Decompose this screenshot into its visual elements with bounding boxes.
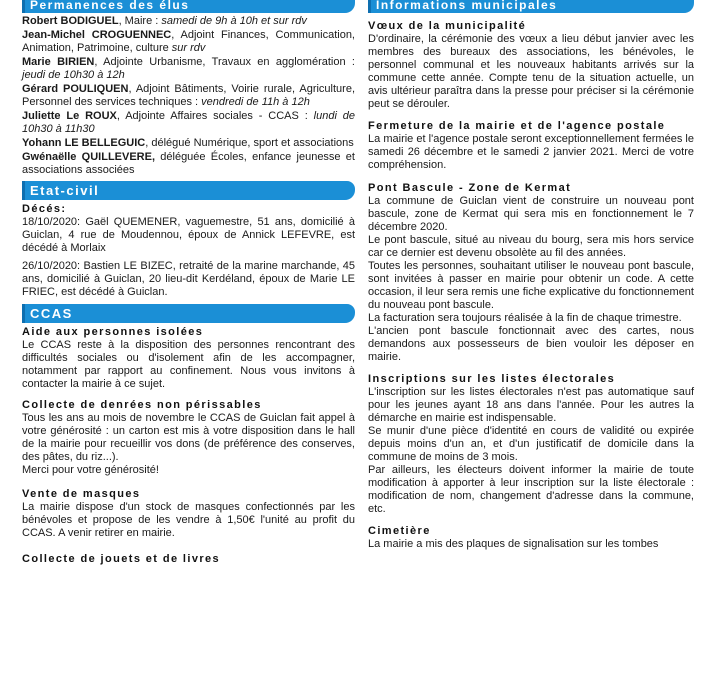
ccas-text: Tous les ans au mois de novembre le CCAS de Guiclan fait appel à votre générosité : un carton est mis à votre disposition dans le hall de la mairie pour recueillir vos dons (de préférence des conserves, des pâtes, du riz...). [22, 412, 355, 463]
elu-name: Gwénaëlle QUILLEVERE, [22, 151, 156, 163]
info-text: Par ailleurs, les électeurs doivent informer la mairie de toute modification à apporter à leur inscription sur la liste électorale : modification de nom, changement d'adresse dans la commune, etc. [368, 464, 694, 515]
section-header-elus: Permanences des élus [22, 0, 355, 13]
elu-name: Yohann LE BELLEGUIC [22, 137, 146, 149]
ccas-subtitle: Aide aux personnes isolées [22, 326, 204, 338]
info-text: D'ordinaire, la cérémonie des vœux a lieu début janvier avec les membres des bureaux des associations, les bénévoles, le personnel communal et les nouveaux habitants arrivés sur la commune cette année. Compte tenu de la situation actuelle, un avis ultérieur paraîtra dans la presse pour préciser si la cérémonie peut se dérouler. [368, 33, 694, 110]
elu-entry: Gérard POULIQUEN, Adjoint Bâtiments, Voirie rurale, Agriculture, Personnel des services techniques : vendredi de 11h à 12h [22, 83, 355, 108]
deces-entry: 26/10/2020: Bastien LE BIZEC, retraité de la marine marchande, 45 ans, domicilié à Guiclan, 20 lieu-dit Kerdéland, époux de Marie LE FRIEC, est décédé à Guiclan. [22, 260, 355, 298]
ccas-text: Merci pour votre générosité! [22, 464, 159, 476]
section-header-etat-civil: Etat-civil [22, 181, 355, 200]
elu-entry: Yohann LE BELLEGUIC, délégué Numérique, sport et associations [22, 137, 354, 149]
deces-entry: 18/10/2020: Gaël QUEMENER, vaguemestre, 51 ans, domicilié à Guiclan, 4 rue de Moudennou, époux de Annick LEFEVRE, est décédé à Morlaix [22, 216, 355, 254]
elu-name: Jean-Michel CROGUENNEC [22, 29, 172, 41]
info-subtitle: Pont Bascule - Zone de Kermat [368, 182, 572, 194]
info-text: L'inscription sur les listes électorales n'est pas automatique sauf pour les jeunes ayant 18 ans dans l'année. Pour les autres la démarche en mairie est indispensable. [368, 386, 694, 424]
left-column [22, 0, 355, 566]
info-subtitle: Fermeture de la mairie et de l'agence postale [368, 120, 666, 132]
info-subtitle: Vœux de la municipalité [368, 20, 527, 32]
info-text: Se munir d'une pièce d'identité en cours de validité ou expirée depuis moins d'un an, et d'un justificatif de domicile dans la commune de moins de 3 mois. [368, 425, 694, 463]
info-text: La mairie et l'agence postale seront exceptionnellement fermées le samedi 26 décembre et le samedi 2 janvier 2021. Merci de votre compréhension. [368, 133, 694, 171]
ccas-subtitle: Vente de masques [22, 488, 141, 500]
elu-entry: Marie BIRIEN, Adjointe Urbanisme, Travaux en agglomération : jeudi de 10h30 à 12h [22, 56, 355, 81]
info-text: La mairie a mis des plaques de signalisation sur les tombes [368, 538, 659, 550]
elu-name: Juliette Le ROUX [22, 110, 117, 122]
elu-name: Marie BIRIEN [22, 56, 95, 68]
info-text: La facturation sera toujours réalisée à la fin de chaque trimestre. [368, 312, 682, 324]
section-header-infos: Informations municipales [368, 0, 694, 13]
ccas-text: Le CCAS reste à la disposition des personnes rencontrant des difficultés sociales ou d'isolement afin de les accompagner, notamment par rapport au confinement. Nous vous invitons à contacter la mairie à ce sujet. [22, 339, 355, 390]
deces-title: Décés: [22, 203, 67, 215]
elu-name: Robert BODIGUEL [22, 15, 119, 27]
ccas-subtitle: Collecte de denrées non périssables [22, 399, 262, 411]
elu-name: Gérard POULIQUEN [22, 83, 129, 95]
info-text: Le pont bascule, situé au niveau du bourg, sera mis hors service car ce dernier est devenu obsolète au fil des années. [368, 234, 694, 259]
info-text: La commune de Guiclan vient de construire un nouveau pont bascule, zone de Kermat qui sera mis en fonctionnement le 7 décembre 2020. [368, 195, 694, 233]
info-text: L'ancien pont bascule fonctionnait avec des cartes, nous demandons aux possesseurs de bien vouloir les déposer en mairie. [368, 325, 694, 363]
elu-entry: Jean-Michel CROGUENNEC, Adjoint Finances, Communication, Animation, Patrimoine, culture sur rdv [22, 29, 355, 54]
elu-entry: Robert BODIGUEL, Maire : samedi de 9h à 10h et sur rdv [22, 15, 307, 27]
elu-entry: Gwénaëlle QUILLEVERE, déléguée Écoles, enfance jeunesse et associations associées [22, 151, 355, 176]
section-header-ccas: CCAS [22, 304, 355, 323]
info-text: Toutes les personnes, souhaitant utiliser le nouveau pont bascule, sont invitées à passer en mairie pour obtenir un code. A cette occasion, il leur sera remis une fiche explicative du fonctionnement du nouveau pont bascule. [368, 260, 694, 311]
ccas-text: La mairie dispose d'un stock de masques confectionnés par les bénévoles et propose de les vendre à 1,50€ l'unité au profit du CCAS. A venir retirer en mairie. [22, 501, 355, 539]
elu-entry: Juliette Le ROUX, Adjointe Affaires sociales - CCAS : lundi de 10h30 à 11h30 [22, 110, 355, 135]
ccas-subtitle: Collecte de jouets et de livres [22, 553, 221, 565]
info-subtitle: Inscriptions sur les listes électorales [368, 373, 616, 385]
elus-list [22, 15, 355, 177]
right-column [368, 0, 694, 551]
info-subtitle: Cimetière [368, 525, 431, 537]
